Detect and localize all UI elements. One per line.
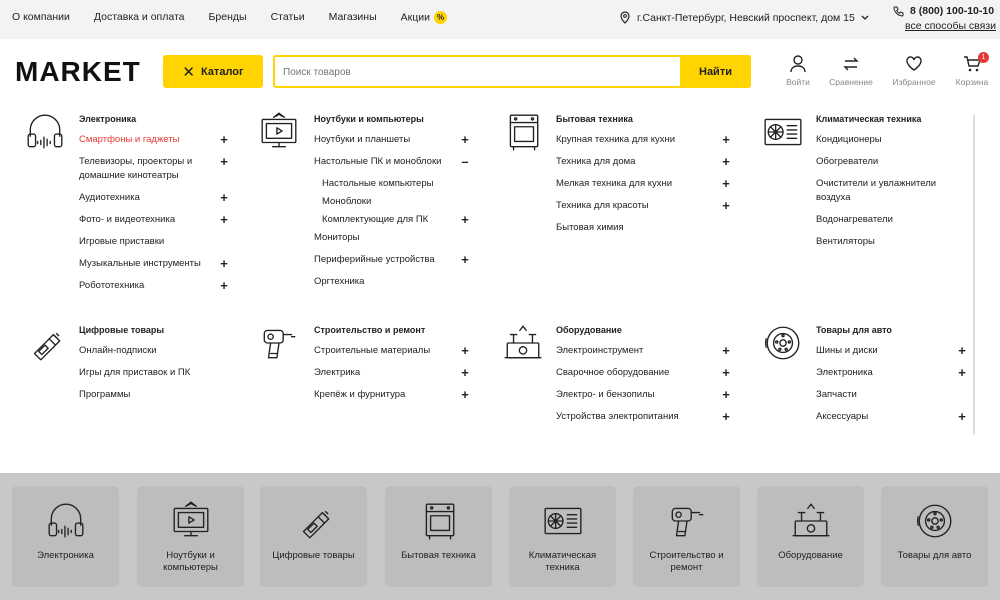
menu-item[interactable]: Комплектующие для ПК bbox=[322, 214, 429, 225]
top-nav-brands[interactable]: Бренды bbox=[208, 11, 247, 23]
favorites-label: Избранное bbox=[892, 77, 936, 87]
contacts-link[interactable]: все способы связи bbox=[905, 20, 997, 32]
category-tile-label: Строительство и ремонт bbox=[649, 550, 724, 573]
expand-plus-icon[interactable]: + bbox=[722, 343, 730, 358]
menu-item[interactable]: Аксессуары bbox=[816, 411, 869, 422]
expand-plus-icon[interactable]: + bbox=[461, 343, 469, 358]
category-icon[interactable] bbox=[258, 322, 300, 369]
category-tile[interactable] bbox=[757, 486, 864, 587]
expand-plus-icon[interactable]: + bbox=[220, 277, 228, 293]
oven-icon bbox=[502, 111, 544, 153]
drill-icon bbox=[258, 322, 300, 364]
menu-item[interactable]: Крепёж и фурнитура bbox=[314, 389, 406, 400]
category-title[interactable]: Бытовая техника bbox=[556, 114, 633, 124]
user-icon bbox=[790, 55, 806, 73]
top-nav bbox=[12, 11, 471, 24]
top-nav-promos[interactable] bbox=[401, 11, 447, 24]
expand-plus-icon[interactable]: + bbox=[958, 365, 966, 380]
compare-button[interactable] bbox=[826, 55, 876, 87]
category-tile[interactable] bbox=[509, 486, 616, 587]
brake-disc-icon bbox=[762, 322, 804, 364]
expand-plus-icon[interactable]: + bbox=[722, 409, 730, 424]
category-icon[interactable] bbox=[24, 322, 66, 369]
menu-item-line2[interactable]: воздуха bbox=[816, 191, 851, 203]
expand-plus-icon[interactable]: + bbox=[722, 154, 730, 169]
menu-item[interactable]: Ноутбуки и планшеты bbox=[314, 134, 411, 145]
expand-plus-icon[interactable]: + bbox=[220, 189, 228, 205]
menu-item[interactable]: Электро- и бензопилы bbox=[556, 389, 655, 400]
menu-item[interactable]: Водонагреватели bbox=[816, 213, 893, 225]
category-tile[interactable] bbox=[881, 486, 988, 587]
menu-item[interactable]: Шины и диски bbox=[816, 345, 878, 356]
menu-item[interactable]: Техника для красоты bbox=[556, 200, 649, 211]
menu-item[interactable]: Моноблоки bbox=[322, 196, 372, 207]
monitor-icon bbox=[170, 500, 212, 542]
menu-item[interactable]: Вентиляторы bbox=[816, 235, 875, 247]
menu-item[interactable]: Запчасти bbox=[816, 389, 857, 400]
category-icon[interactable] bbox=[762, 322, 804, 369]
air-conditioner-icon bbox=[542, 500, 584, 542]
menu-item[interactable]: Музыкальные инструменты bbox=[79, 257, 201, 269]
usb-drive-icon bbox=[293, 500, 335, 542]
login-button[interactable] bbox=[773, 55, 823, 87]
menu-item[interactable]: Смартфоны и гаджеты bbox=[79, 134, 180, 145]
menu-item[interactable]: Онлайн-подписки bbox=[79, 345, 157, 356]
menu-item[interactable]: Мелкая техника для кухни bbox=[556, 178, 673, 189]
air-conditioner-icon bbox=[762, 111, 804, 153]
expand-plus-icon[interactable]: + bbox=[958, 343, 966, 358]
category-icon[interactable] bbox=[762, 111, 804, 158]
menu-scrollbar[interactable] bbox=[973, 115, 975, 435]
city-selector[interactable] bbox=[620, 11, 876, 24]
menu-item[interactable]: Оргтехника bbox=[314, 276, 365, 287]
drill-icon bbox=[666, 500, 708, 542]
collapse-minus-icon[interactable]: – bbox=[461, 154, 469, 169]
usb-drive-icon bbox=[24, 322, 66, 364]
category-icon[interactable] bbox=[502, 111, 544, 158]
category-tile[interactable] bbox=[12, 486, 119, 587]
menu-item[interactable]: Электрика bbox=[314, 367, 361, 378]
city-label: г.Санкт-Петербург, Невский проспект, дом 15 bbox=[637, 11, 855, 24]
cart-count-badge: 1 bbox=[978, 52, 989, 63]
category-tile[interactable] bbox=[137, 486, 244, 587]
close-icon: ✕ bbox=[182, 63, 195, 81]
category-icon[interactable] bbox=[24, 111, 66, 158]
expand-plus-icon[interactable]: + bbox=[461, 212, 469, 227]
category-tile[interactable] bbox=[385, 486, 492, 587]
category-tile[interactable] bbox=[260, 486, 367, 587]
menu-item[interactable]: Техника для дома bbox=[556, 156, 636, 167]
top-nav-promos-label: Акции bbox=[400, 11, 430, 24]
headphones-icon bbox=[45, 500, 87, 542]
menu-item[interactable]: Программы bbox=[79, 389, 131, 400]
category-icon[interactable] bbox=[502, 322, 544, 369]
menu-item[interactable]: Игры для приставок и ПК bbox=[79, 367, 191, 378]
expand-plus-icon[interactable]: + bbox=[722, 132, 730, 147]
top-bar bbox=[0, 0, 1000, 39]
top-nav-about[interactable]: О компании bbox=[12, 11, 70, 23]
expand-plus-icon[interactable]: + bbox=[461, 387, 469, 402]
catalog-button[interactable] bbox=[163, 55, 263, 88]
monitor-icon bbox=[258, 111, 300, 153]
menu-item[interactable]: Электроника bbox=[816, 367, 873, 378]
menu-item[interactable]: Бытовая химия bbox=[556, 222, 624, 233]
catalog-mega-menu bbox=[0, 105, 975, 440]
expand-plus-icon[interactable]: + bbox=[958, 409, 966, 424]
chevron-down-icon bbox=[861, 15, 869, 21]
expand-plus-icon[interactable]: + bbox=[461, 252, 469, 267]
heart-icon bbox=[905, 55, 923, 73]
category-tile-label: Бытовая техника bbox=[401, 550, 476, 561]
expand-plus-icon[interactable]: + bbox=[461, 132, 469, 147]
menu-item[interactable]: Периферийные устройства bbox=[314, 254, 435, 265]
expand-plus-icon[interactable]: + bbox=[461, 365, 469, 380]
phone-number[interactable] bbox=[893, 5, 994, 17]
top-nav-stores[interactable]: Магазины bbox=[328, 11, 377, 23]
category-title[interactable]: Строительство и ремонт bbox=[314, 325, 426, 335]
location-pin-icon bbox=[620, 11, 630, 24]
menu-item[interactable]: Строительные материалы bbox=[314, 345, 431, 356]
category-title[interactable]: Товары для авто bbox=[816, 325, 892, 335]
menu-item[interactable]: Крупная техника для кухни bbox=[556, 134, 676, 145]
menu-item[interactable]: Настольные ПК и моноблоки bbox=[314, 156, 442, 167]
menu-item-line2[interactable]: домашние кинотеатры bbox=[79, 169, 179, 181]
expand-plus-icon[interactable]: + bbox=[220, 132, 228, 147]
category-tiles-strip bbox=[0, 473, 1000, 600]
cart-label: Корзина bbox=[955, 77, 989, 87]
percent-badge-icon: % bbox=[434, 11, 447, 24]
headphones-icon bbox=[24, 111, 66, 153]
cart-button[interactable] bbox=[947, 55, 997, 87]
menu-item[interactable]: Робототехника bbox=[79, 279, 145, 291]
login-label: Войти bbox=[786, 77, 810, 87]
menu-item[interactable]: Мониторы bbox=[314, 232, 360, 243]
catalog-button-label: Каталог bbox=[200, 65, 244, 78]
expand-plus-icon[interactable]: + bbox=[722, 176, 730, 191]
menu-item[interactable]: Обогреватели bbox=[816, 156, 879, 167]
compare-icon bbox=[842, 55, 860, 73]
category-tile[interactable] bbox=[633, 486, 740, 587]
expand-plus-icon[interactable]: + bbox=[722, 198, 730, 213]
search-bar bbox=[273, 55, 751, 88]
phone-label: 8 (800) 100-10-10 bbox=[910, 5, 995, 17]
top-nav-delivery[interactable]: Доставка и оплата bbox=[93, 11, 185, 23]
menu-item[interactable]: Очистители и увлажнители bbox=[816, 178, 937, 189]
category-title[interactable]: Климатическая техника bbox=[816, 114, 922, 124]
expand-plus-icon[interactable]: + bbox=[220, 154, 228, 169]
category-title[interactable]: Ноутбуки и компьютеры bbox=[314, 114, 424, 124]
expand-plus-icon[interactable]: + bbox=[722, 387, 730, 402]
phone-icon bbox=[893, 6, 904, 17]
menu-item[interactable]: Устройства электропитания bbox=[556, 411, 679, 422]
expand-plus-icon[interactable]: + bbox=[220, 211, 228, 227]
top-nav-articles[interactable]: Статьи bbox=[270, 11, 305, 23]
oven-icon bbox=[418, 500, 460, 542]
menu-item[interactable]: Фото- и видеотехника bbox=[79, 213, 176, 225]
menu-item[interactable]: Игровые приставки bbox=[79, 235, 165, 247]
expand-plus-icon[interactable]: + bbox=[220, 255, 228, 271]
category-tile-label: Оборудование bbox=[778, 550, 843, 561]
menu-item[interactable]: Электроинструмент bbox=[556, 345, 644, 356]
search-button[interactable]: Найти bbox=[680, 55, 751, 88]
category-tile-label: Товары для авто bbox=[897, 550, 972, 561]
search-input[interactable] bbox=[283, 64, 673, 80]
equipment-icon bbox=[502, 322, 544, 364]
expand-plus-icon[interactable]: + bbox=[722, 365, 730, 380]
menu-item[interactable]: Настольные компьютеры bbox=[322, 178, 434, 189]
menu-item[interactable]: Сварочное оборудование bbox=[556, 367, 670, 378]
category-title[interactable]: Электроника bbox=[79, 114, 137, 124]
menu-item[interactable]: Аудиотехника bbox=[79, 191, 140, 203]
compare-label: Сравнение bbox=[829, 77, 873, 87]
category-tile-label: Ноутбуки и компьютеры bbox=[163, 550, 218, 573]
menu-item[interactable]: Телевизоры, проекторы и bbox=[79, 156, 193, 167]
category-title[interactable]: Оборудование bbox=[556, 325, 622, 335]
brake-disc-icon bbox=[914, 500, 956, 542]
site-logo[interactable]: MARKET bbox=[15, 56, 141, 87]
category-title[interactable]: Цифровые товары bbox=[79, 325, 165, 335]
equipment-icon bbox=[790, 500, 832, 542]
category-tile-label: Климатическая техника bbox=[528, 550, 597, 573]
favorites-button[interactable] bbox=[889, 55, 939, 87]
menu-item[interactable]: Кондиционеры bbox=[816, 134, 882, 145]
category-tile-label: Электроника bbox=[37, 550, 94, 561]
category-tile-label: Цифровые товары bbox=[272, 550, 355, 561]
category-icon[interactable] bbox=[258, 111, 300, 158]
